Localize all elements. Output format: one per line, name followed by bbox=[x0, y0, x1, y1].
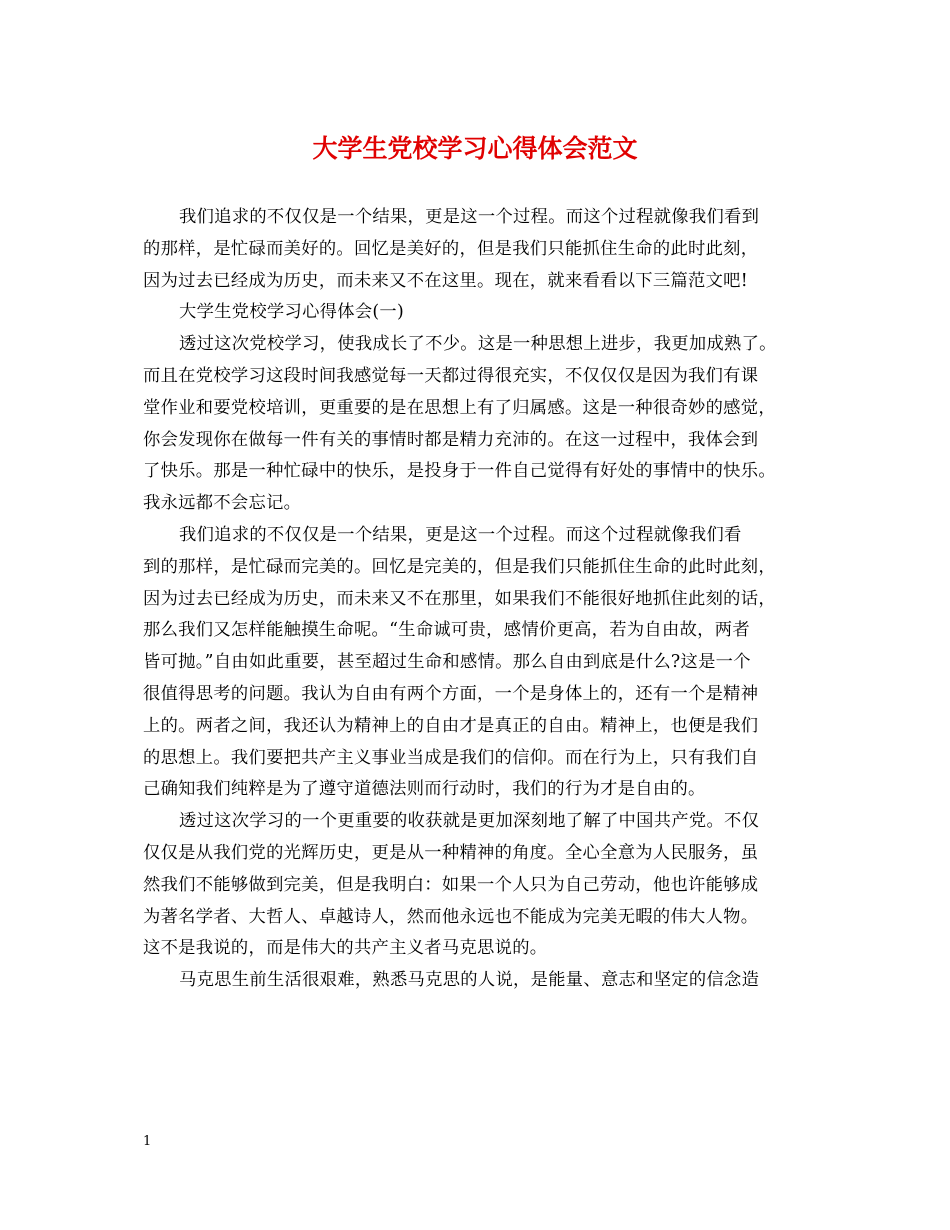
text-line: 透过这次党校学习，使我成长了不少。这是一种思想上进步，我更加成熟了。 bbox=[179, 334, 777, 355]
document-body bbox=[143, 202, 823, 997]
text-line: 这不是我说的，而是伟大的共产主义者马克思说的。 bbox=[143, 938, 548, 959]
page-number: 1 bbox=[143, 1134, 152, 1149]
text-line: 己确知我们纯粹是为了遵守道德法则而行动时，我们的行为才是自由的。 bbox=[143, 779, 706, 800]
text-line: 皆可抛。”自由如此重要，甚至超过生命和感情。那么自由到底是什么?这是一个 bbox=[143, 652, 751, 673]
text-line: 仅仅是从我们党的光辉历史，更是从一种精神的角度。全心全意为人民服务，虽 bbox=[143, 842, 759, 863]
text-line: 我永远都不会忘记。 bbox=[143, 493, 302, 514]
text-line: 上的。两者之间，我还认为精神上的自由才是真正的自由。精神上，也便是我们 bbox=[143, 715, 759, 736]
text-line: 因为过去已经成为历史，而未来又不在这里。现在，就来看看以下三篇范文吧! bbox=[143, 270, 749, 291]
text-line: 的那样，是忙碌而美好的。回忆是美好的，但是我们只能抓住生命的此时此刻， bbox=[143, 238, 759, 259]
text-line: 而且在党校学习这段时间我感觉每一天都过得很充实，不仅仅仅是因为我们有课 bbox=[143, 365, 759, 386]
text-line: 很值得思考的问题。我认为自由有两个方面，一个是身体上的，还有一个是精神 bbox=[143, 683, 759, 704]
text-line: 堂作业和要党校培训，更重要的是在思想上有了归属感。这是一种很奇妙的感觉， bbox=[143, 397, 776, 418]
text-line: 那么我们又怎样能触摸生命呢。“生命诚可贵，感情价更高，若为自由故，两者 bbox=[143, 620, 750, 641]
text-line: 因为过去已经成为历史，而未来又不在那里，如果我们不能很好地抓住此刻的话， bbox=[143, 588, 776, 609]
text-line: 我们追求的不仅仅是一个结果，更是这一个过程。而这个过程就像我们看 bbox=[179, 524, 742, 545]
text-line: 透过这次学习的一个更重要的收获就是更加深刻地了解了中国共产党。不仅 bbox=[179, 811, 760, 832]
section-heading: 大学生党校学习心得体会(一) bbox=[179, 302, 405, 323]
text-line: 然我们不能够做到完美，但是我明白：如果一个人只为自己劳动，他也许能够成 bbox=[143, 874, 759, 895]
document-title: 大学生党校学习心得体会范文 bbox=[312, 134, 638, 163]
text-line: 马克思生前生活很艰难，熟悉马克思的人说，是能量、意志和坚定的信念造 bbox=[179, 970, 760, 991]
text-line: 的思想上。我们要把共产主义事业当成是我们的信仰。而在行为上，只有我们自 bbox=[143, 747, 759, 768]
text-line: 到的那样，是忙碌而完美的。回忆是完美的，但是我们只能抓住生命的此时此刻， bbox=[143, 556, 776, 577]
text-line: 你会发现你在做每一件有关的事情时都是精力充沛的。在这一过程中，我体会到 bbox=[143, 429, 759, 450]
text-line: 了快乐。那是一种忙碌中的快乐，是投身于一件自己觉得有好处的事情中的快乐。 bbox=[143, 461, 776, 482]
text-line: 为著名学者、大哲人、卓越诗人，然而他永远也不能成为完美无暇的伟大人物。 bbox=[143, 906, 759, 927]
text-line: 我们追求的不仅仅是一个结果，更是这一个过程。而这个过程就像我们看到 bbox=[179, 207, 760, 227]
